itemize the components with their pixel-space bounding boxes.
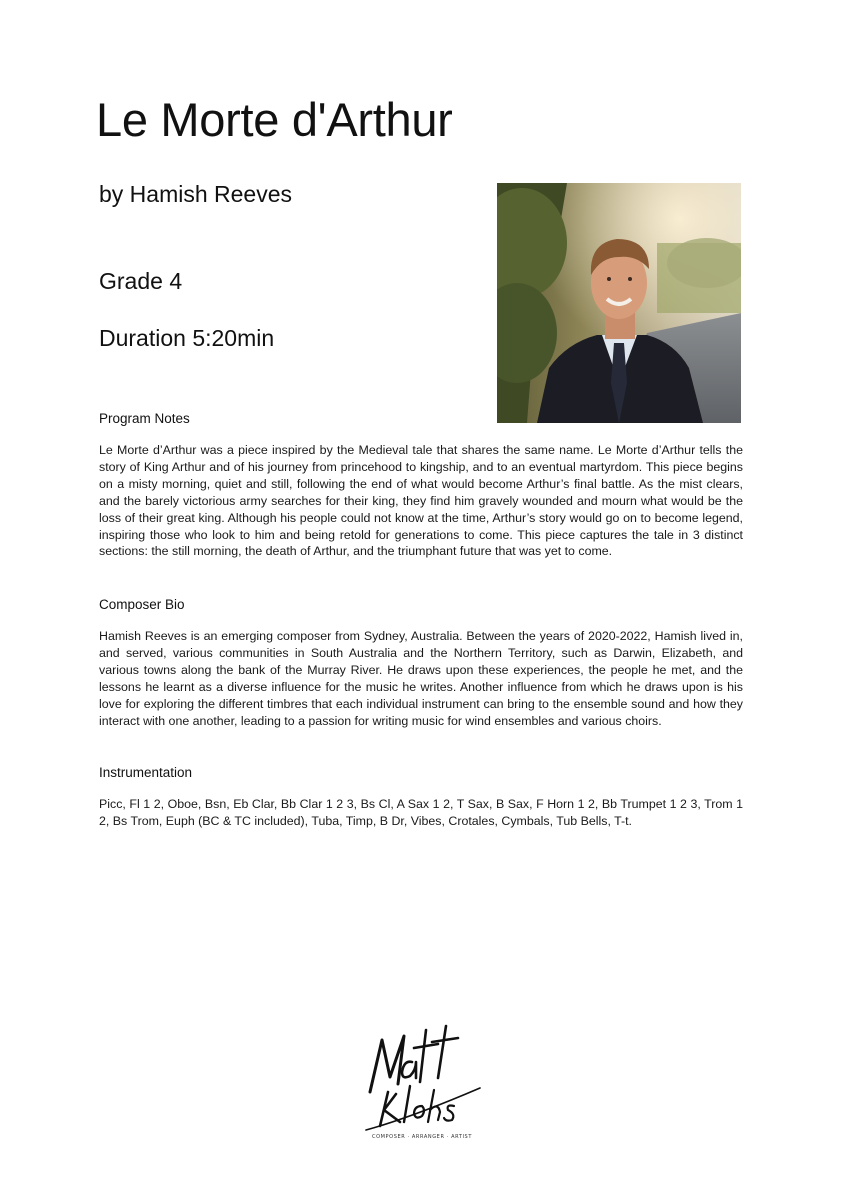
instrumentation-section [99,765,743,830]
program-notes-heading: Program Notes [99,411,190,426]
page-title: Le Morte d'Arthur [96,93,453,146]
composer-bio-heading: Composer Bio [99,597,185,612]
composer-byline: by Hamish Reeves [99,181,293,207]
program-notes-section [99,411,743,560]
grade-level: Grade 4 [99,268,183,294]
matt-klohs-signature-logo [360,1022,484,1142]
instrumentation-text: Picc, Fl 1 2, Oboe, Bsn, Eb Clar, Bb Clar 1 2 3, Bs Cl, A Sax 1 2, T Sax, B Sax, F Horn 1 2, Bb Trumpet 1 2 3, Trom 1 2, Bs Trom, Euph (BC & TC included), Tuba, Timp, B Dr, Vibes, Crotales, Cymbals, Tub Bells, T-t. [99,797,743,828]
composer-bio-section [99,597,743,729]
logo-tagline: COMPOSER · ARRANGER · ARTIST [372,1134,472,1140]
instrumentation-heading: Instrumentation [99,765,193,780]
composer-bio-text: Hamish Reeves is an emerging composer from Sydney, Australia. Between the years of 2020-2022, Hamish lived in, and served, various communities in South Australia and the Northern Territory, such as Darwin, Elizabeth, and various towns along the bank of the Murray River. He draws upon these experiences, the people he met, and the lessons he learnt as a diverse influence for the music he writes. Another influence from which he draws upon is his love for exploring the different timbres that each individual instrument can bring to the ensemble sound and how they interact with one another, leading to a passion for writing music for wind ensembles and various choirs. [99,629,743,728]
duration: Duration 5:20min [99,325,275,351]
program-notes-text: Le Morte d’Arthur was a piece inspired by the Medieval tale that shares the same name. Le Morte d’Arthur tells the story of King Arthur and of his journey from princehood to kingship, and to an eventual martyrdom. This piece begins on a misty morning, quiet and still, following the end of what would become Arthur’s final battle. As the mist clears, and the barely victorious army searches for their king, they find him gravely wounded and mourn what would be the loss of their great king. Although his people could not know at the time, Arthur’s story would go on to become legend, inspiring those who look to him and being retold for generations to come. This piece captures the tale in 3 distinct sections: the still morning, the death of Arthur, and the triumphant future that was yet to come. [99,443,743,559]
composer-photo [497,183,741,423]
